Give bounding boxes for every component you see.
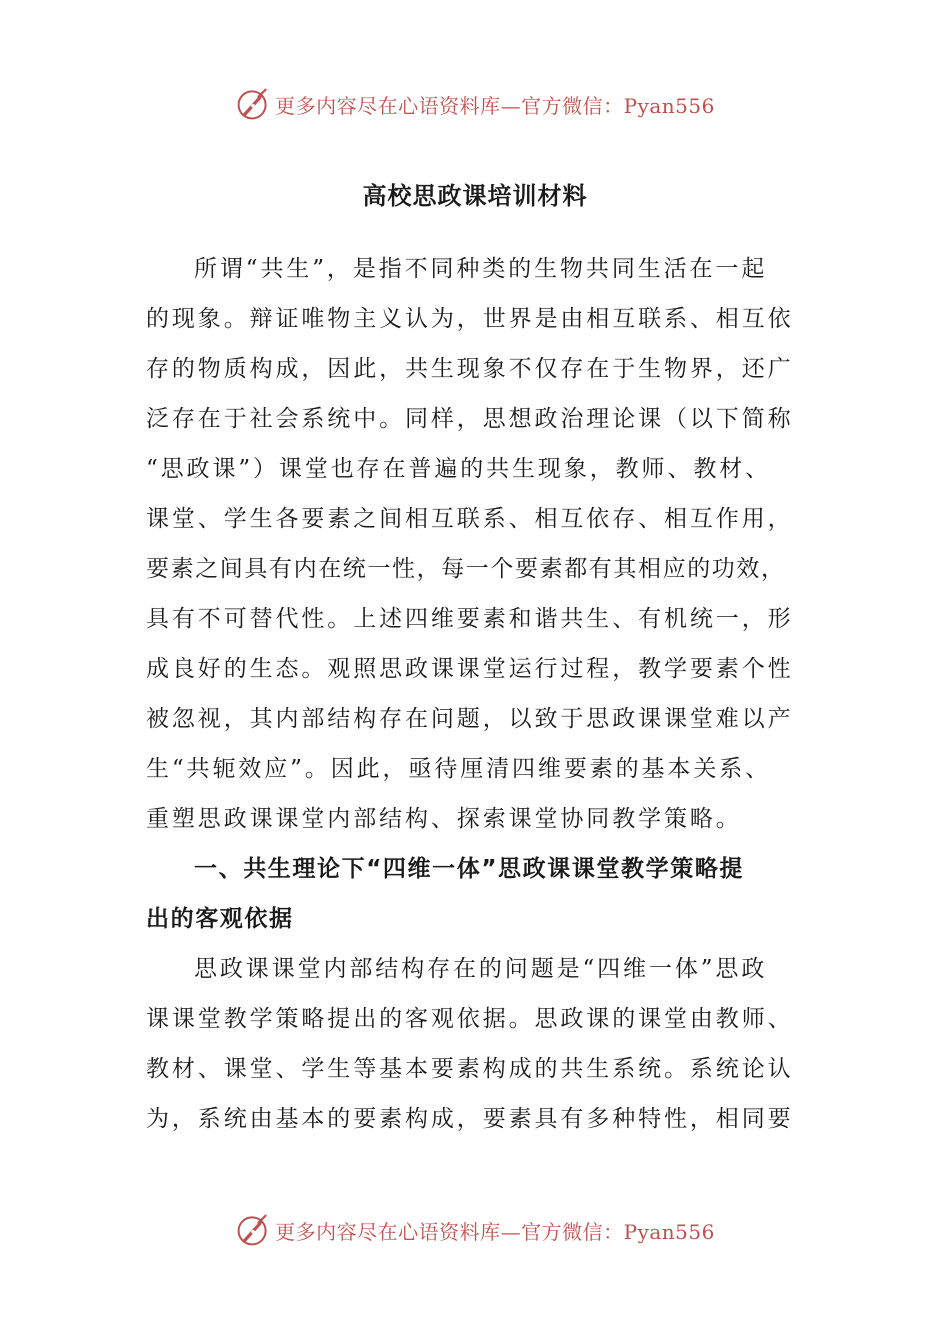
section-heading-line: 一、共生理论下“四维一体”思政课课堂教学策略提 <box>194 856 745 882</box>
paragraph-line: 课课堂教学策略提出的客观依据。思政课的课堂由教师、 <box>146 1006 794 1032</box>
banner-text <box>275 1216 715 1245</box>
paragraph-line: 存的物质构成，因此，共生现象不仅存在于生物界，还广 <box>146 356 794 382</box>
paragraph-line: 成良好的生态。观照思政课课堂运行过程，教学要素个性 <box>146 656 794 682</box>
banner-wechat-text: 官方微信：Pyan556 <box>521 1219 715 1244</box>
document-body <box>146 244 796 1144</box>
banner-library-text: 更多内容尽在心语资料库 <box>275 1219 501 1244</box>
banner-text <box>275 90 715 119</box>
pen-nib-logo-icon <box>235 86 271 122</box>
pen-nib-logo-icon <box>235 1212 271 1248</box>
paragraph-line: 所谓“共生”，是指不同种类的生物共同生活在一起 <box>194 256 768 282</box>
paragraph-line: 课堂、学生各要素之间相互联系、相互依存、相互作用， <box>146 506 794 532</box>
paragraph-line: “思政课”）课堂也存在普遍的共生现象，教师、教材、 <box>146 456 772 482</box>
paragraph-line: 生“共轭效应”。因此，亟待厘清四维要素的基本关系、 <box>146 756 772 782</box>
banner-separator: — <box>500 93 522 118</box>
paragraph-line: 要素之间具有内在统一性，每一个要素都有其相应的功效， <box>146 556 786 582</box>
paragraph-line: 被忽视，其内部结构存在问题，以致于思政课课堂难以产 <box>146 706 794 732</box>
header-banner <box>0 82 950 126</box>
paragraph-line: 具有不可替代性。上述四维要素和谐共生、有机统一，形 <box>146 606 794 632</box>
paragraph-line: 的现象。辩证唯物主义认为，世界是由相互联系、相互依 <box>146 306 794 332</box>
banner-wechat-text: 官方微信：Pyan556 <box>521 93 715 118</box>
section-heading-line: 出的客观依据 <box>146 906 294 932</box>
paragraph-line: 思政课课堂内部结构存在的问题是“四维一体”思政 <box>194 956 768 982</box>
paragraph-line: 重塑思政课课堂内部结构、探索课堂协同教学策略。 <box>146 806 742 832</box>
banner-separator: — <box>500 1219 522 1244</box>
footer-banner <box>0 1208 950 1252</box>
paragraph-line: 教材、课堂、学生等基本要素构成的共生系统。系统论认 <box>146 1056 794 1082</box>
paragraph-line: 为，系统由基本的要素构成，要素具有多种特性，相同要 <box>146 1106 794 1132</box>
banner-library-text: 更多内容尽在心语资料库 <box>275 93 501 118</box>
document-title: 高校思政课培训材料 <box>362 182 588 210</box>
paragraph-line: 泛存在于社会系统中。同样，思想政治理论课（以下简称 <box>146 406 794 432</box>
